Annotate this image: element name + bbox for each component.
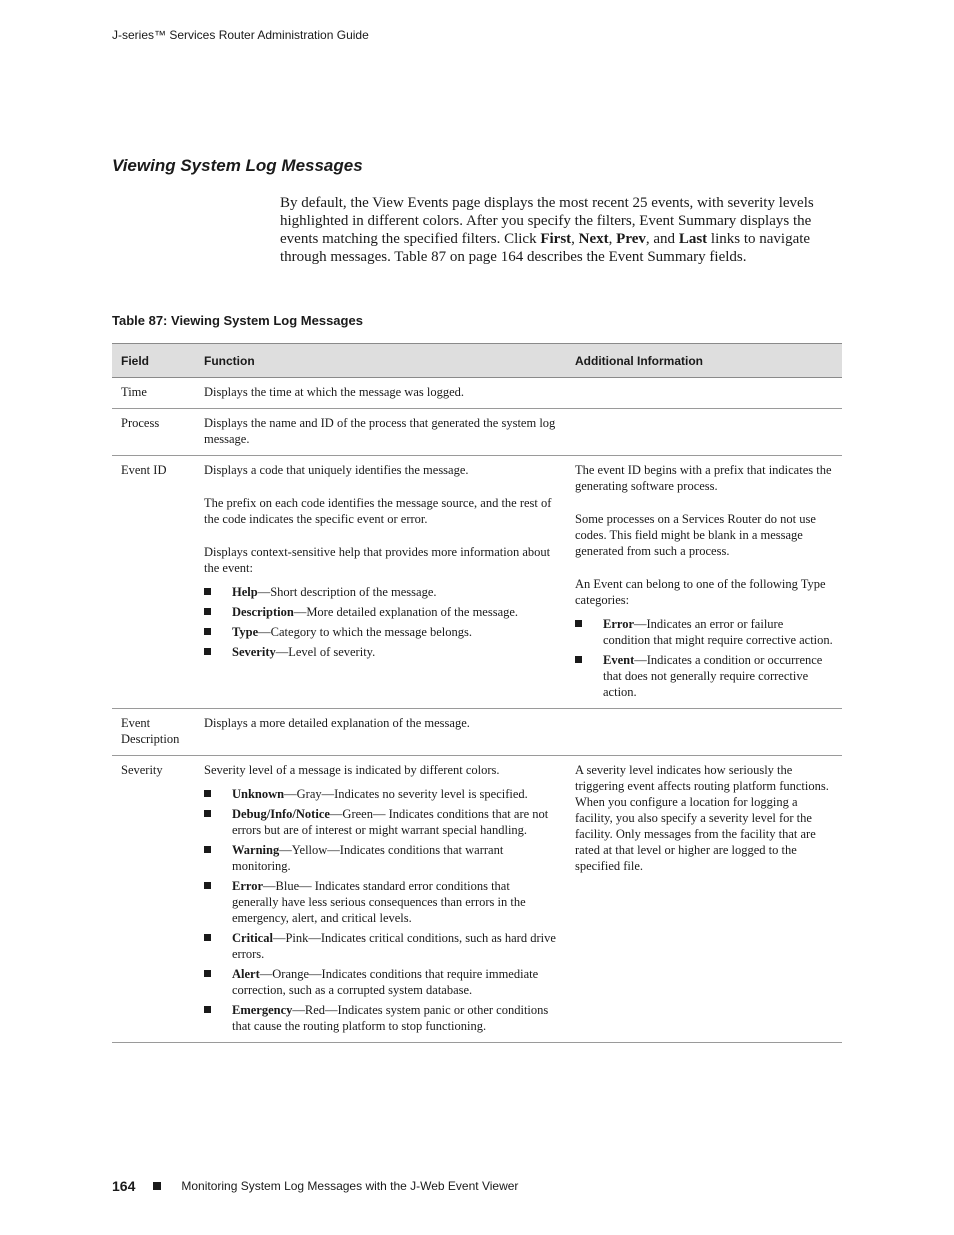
list-item-text: —Yellow—Indicates conditions that warrant monitoring. — [232, 843, 504, 873]
info-paragraph: A severity level indicates how seriously the triggering event affects routing platform functions. When you configure a location for logging a facility, you also specify a severity level for the facility. Only messages from the facility that are rated at that level or higher are logged to the specified file. — [575, 763, 829, 873]
list-item-text: —More detailed explanation of the message. — [293, 605, 519, 619]
intro-text-end: links to navigate through messages. Table 87 on page 164 describes the Event Summary fields. — [280, 231, 811, 265]
running-header: J-series™ Services Router Administration Guide — [112, 28, 369, 42]
list-item-text: —Blue— Indicates standard error conditions that generally have less serious consequences than errors in the emergency, alert, and critical levels. — [232, 879, 526, 925]
bullet-icon — [204, 882, 211, 889]
bullet-icon — [204, 934, 211, 941]
bullet-icon — [204, 608, 211, 615]
first-link-label: First — [540, 231, 572, 247]
list-item — [204, 786, 557, 802]
table-row — [112, 378, 842, 409]
list-item-text: —Green— Indicates conditions that are not errors but are of interest or might warrant special handling. — [232, 807, 549, 837]
list-item-text: —Orange—Indicates conditions that require immediate correction, such as a corrupted system database. — [232, 967, 539, 997]
list-item — [204, 624, 557, 640]
list-item-term: Description — [232, 605, 294, 619]
list-item — [204, 842, 557, 874]
table-row — [112, 709, 842, 756]
bullet-icon — [204, 790, 211, 797]
list-item-term: Debug/Info/Notice — [232, 807, 330, 821]
function-cell: Displays the name and ID of the process that generated the system log message. — [195, 409, 566, 456]
bullet-icon — [575, 620, 582, 627]
field-cell: Process — [112, 409, 195, 456]
table-header-row — [112, 344, 842, 378]
list-item-text: —Pink—Indicates critical conditions, such as hard drive errors. — [232, 931, 556, 961]
next-link-label: Next — [578, 231, 609, 247]
chapter-title: Monitoring System Log Messages with the J-Web Event Viewer — [181, 1179, 519, 1193]
bullet-icon — [204, 628, 211, 635]
field-cell: Severity — [112, 756, 195, 1043]
list-item-text: —Indicates a condition or occurrence that does not generally require corrective action. — [603, 653, 823, 699]
intro-text-start: By default, the View Events page displays the most recent 25 events, with severity levels highlighted in different colors. After you specify the filters, Event Summary displays the events matching the specified filters. Click — [280, 195, 814, 247]
list-item-text: —Red—Indicates system panic or other conditions that cause the routing platform to stop functioning. — [232, 1003, 549, 1033]
list-item — [204, 584, 557, 600]
section-title: Viewing System Log Messages — [112, 156, 363, 175]
bullet-icon — [204, 588, 211, 595]
table-row — [112, 456, 842, 709]
function-paragraph: The prefix on each code identifies the message source, and the rest of the code indicates the specific event or error. — [204, 496, 552, 526]
list-item-text: —Level of severity. — [275, 645, 376, 659]
table-caption: Table 87: Viewing System Log Messages — [112, 313, 363, 328]
bullet-icon — [204, 970, 211, 977]
list-item-text: —Indicates an error or failure condition that might require corrective action. — [603, 617, 833, 647]
list-item-term: Error — [232, 879, 264, 893]
page-footer — [112, 1178, 518, 1194]
field-cell: Time — [112, 378, 195, 409]
info-cell — [566, 456, 842, 709]
list-item — [204, 930, 557, 962]
list-item-term: Event — [603, 653, 635, 667]
function-cell: Displays a more detailed explanation of the message. — [195, 709, 566, 756]
bullet-icon — [204, 648, 211, 655]
info-cell — [566, 409, 842, 456]
function-paragraph: Displays context-sensitive help that provides more information about the event: — [204, 545, 551, 575]
bullet-icon — [575, 656, 582, 663]
function-cell — [195, 456, 566, 709]
bullet-icon — [204, 810, 211, 817]
column-header-function: Function — [195, 344, 566, 378]
severity-levels-list — [204, 786, 557, 1034]
list-item-term: Severity — [232, 645, 276, 659]
info-cell — [566, 378, 842, 409]
event-summary-table — [112, 343, 842, 1043]
function-paragraph: Displays a code that uniquely identifies the message. — [204, 463, 469, 477]
info-paragraph: An Event can belong to one of the following Type categories: — [575, 577, 826, 607]
prev-link-label: Prev — [616, 231, 646, 247]
type-categories-list — [575, 616, 833, 700]
function-cell — [195, 756, 566, 1043]
intro-separator: , — [571, 231, 579, 247]
bullet-icon — [204, 1006, 211, 1013]
help-fields-list — [204, 584, 557, 660]
info-cell — [566, 756, 842, 1043]
list-item — [575, 616, 833, 648]
list-item — [204, 806, 557, 838]
list-item-term: Error — [603, 617, 635, 631]
field-cell: Event ID — [112, 456, 195, 709]
function-cell: Displays the time at which the message was logged. — [195, 378, 566, 409]
list-item — [204, 604, 557, 620]
page-number: 164 — [112, 1178, 136, 1194]
list-item — [204, 644, 557, 660]
info-paragraph: The event ID begins with a prefix that indicates the generating software process. — [575, 463, 832, 493]
list-item — [575, 652, 833, 700]
intro-separator: , and — [645, 231, 679, 247]
footer-bullet-icon — [153, 1182, 161, 1190]
info-cell — [566, 709, 842, 756]
column-header-additional-information: Additional Information — [566, 344, 842, 378]
list-item-term: Unknown — [232, 787, 285, 801]
list-item-term: Emergency — [232, 1003, 293, 1017]
field-cell: Event Description — [112, 709, 195, 756]
column-header-field: Field — [112, 344, 195, 378]
list-item — [204, 966, 557, 998]
list-item — [204, 1002, 557, 1034]
list-item-term: Help — [232, 585, 258, 599]
list-item-text: —Short description of the message. — [257, 585, 437, 599]
info-paragraph: Some processes on a Services Router do not use codes. This field might be blank in a message generated from such a process. — [575, 512, 816, 558]
list-item — [204, 878, 557, 926]
function-paragraph: Severity level of a message is indicated by different colors. — [204, 763, 500, 777]
list-item-text: —Gray—Indicates no severity level is specified. — [284, 787, 528, 801]
intro-separator: , — [608, 231, 617, 247]
last-link-label: Last — [678, 231, 708, 247]
bullet-icon — [204, 846, 211, 853]
list-item-term: Critical — [232, 931, 273, 945]
intro-paragraph — [280, 194, 842, 266]
list-item-text: —Category to which the message belongs. — [258, 625, 473, 639]
table-row — [112, 409, 842, 456]
list-item-term: Warning — [232, 843, 280, 857]
list-item-term: Alert — [232, 967, 260, 981]
list-item-term: Type — [232, 625, 259, 639]
table-row — [112, 756, 842, 1043]
